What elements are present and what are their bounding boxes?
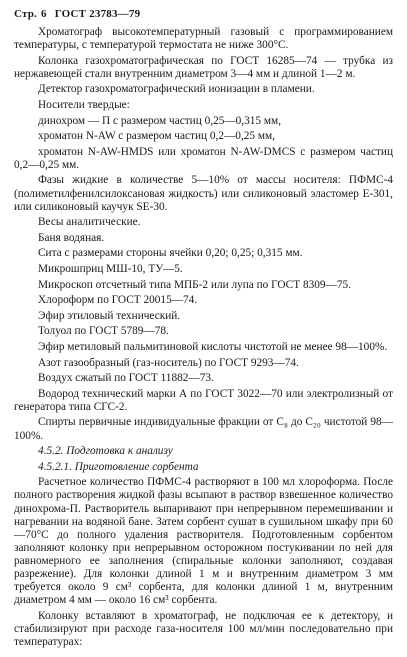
- paragraph: Весы аналитические.: [38, 216, 141, 229]
- page-header: [14, 8, 393, 20]
- paragraph: динохром — П с размером частиц 0,25—0,315 мм,: [38, 114, 282, 127]
- paragraph: Эфир метиловый пальмитиновой кислоты чистотой не менее 98—100%.: [38, 340, 388, 353]
- paragraph: Водород технический марки А по ГОСТ 3022—70 или электролизный от генератора типа СГС-2.: [14, 387, 393, 413]
- standard-number: ГОСТ 23783—79: [54, 8, 141, 20]
- paragraph: Спирты первичные индивидуальные фракции от C₈ до C₂₀ чистотой 98—100%.: [14, 416, 393, 442]
- paragraph: хроматон N-AW-HMDS или хроматон N-AW-DMCS с размером частиц 0,2—0,25 мм.: [14, 145, 393, 171]
- paragraph: Колонку вставляют в хроматограф, не подключая ее к детектору, и стабилизируют при расходе газа-носителя 100 мл/мин последовательно при температурах:: [14, 609, 393, 648]
- paragraph: Носители твердые:: [38, 98, 130, 111]
- paragraph: хроматон N-AW с размером частиц 0,2—0,25 мм,: [38, 130, 276, 143]
- page-number: 6: [41, 8, 47, 20]
- paragraph: Эфир этиловый технический.: [38, 309, 181, 322]
- paragraph: Фазы жидкие в количестве 5—10% от массы носителя: ПФМС-4 (полиметилфенилсилоксановая жидкость) или силиконовый эластомер Е-301, или силиконовый каучук SE-30.: [14, 174, 393, 213]
- paragraph: Азот газообразный (газ-носитель) по ГОСТ 9293—74.: [38, 356, 299, 369]
- document-body: [14, 26, 393, 649]
- page-label: Стр.: [14, 8, 38, 20]
- section-heading: 4.5.2.1. Приготовление сорбента: [38, 460, 199, 473]
- paragraph: Колонка газохроматографическая по ГОСТ 16285—74 — трубка из нержавеющей стали внутренним диаметром 3—4 мм и длиной 1—2 м.: [14, 54, 393, 80]
- paragraph: Толуол по ГОСТ 5789—78.: [38, 325, 169, 338]
- paragraph: Хлороформ по ГОСТ 20015—74.: [38, 294, 198, 307]
- paragraph: Микроскоп отсчетный типа МПБ-2 или лупа по ГОСТ 8309—75.: [38, 278, 351, 291]
- paragraph: Сита с размерами стороны ячейки 0,20; 0,25; 0,315 мм.: [38, 247, 303, 260]
- paragraph: Хроматограф высокотемпературный газовый с программированием температуры, с температурой термостата не ниже 300°С.: [14, 26, 393, 52]
- paragraph: Детектор газохроматографический ионизации в пламени.: [38, 83, 315, 96]
- paragraph: Расчетное количество ПФМС-4 растворяют в 100 мл хлороформа. После полного растворения жидкой фазы всыпают в раствор взвешенное количество динохрома-П. Растворитель выпаривают при непрерывном перемешивании и нагревании на водяной бане. Затем сорбент сушат в сушильном шкафу при 60—70°С до полного удаления растворителя. Подготовленным сорбентом заполняют колонку при непрерывном осторожном постукивании по ней для равномерного ее заполнения (спиральные колонки заполняют, создавая разрежение). Для колонки длиной 1 м и внутренним диаметром 3 мм требуется около 9 см³ сорбента, для колонки длиной 1 м, внутренним диаметром 4 мм — около 16 см³ сорбента.: [14, 476, 393, 607]
- paragraph: Микрошприц МШ-10, ТУ—5.: [38, 263, 183, 275]
- paragraph: Баня водяная.: [38, 231, 105, 244]
- section-heading: 4.5.2. Подготовка к анализу: [38, 445, 173, 458]
- paragraph: Воздух сжатый по ГОСТ 11882—73.: [38, 372, 214, 385]
